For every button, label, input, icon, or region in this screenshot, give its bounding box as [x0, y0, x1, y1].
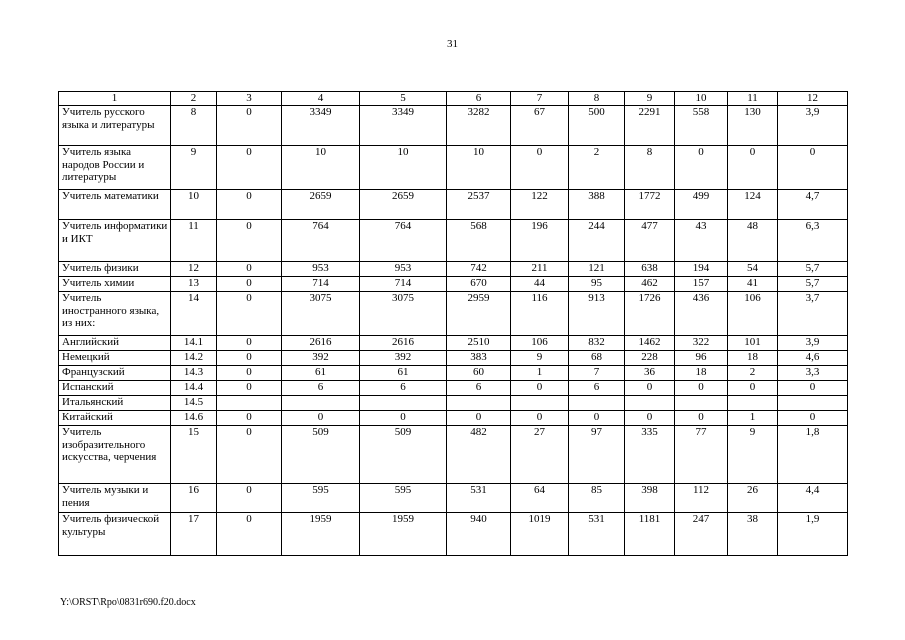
table-cell: 1,8	[778, 426, 848, 484]
table-cell: 1	[728, 411, 778, 426]
table-cell: 3,7	[778, 292, 848, 336]
table-cell: 3282	[447, 106, 511, 146]
row-label: Учитель изобразительного искусства, черчения	[59, 426, 171, 484]
table-cell: 14.2	[171, 351, 217, 366]
row-label: Китайский	[59, 411, 171, 426]
table-cell: 38	[728, 513, 778, 556]
table-cell: 3349	[360, 106, 447, 146]
table-cell: 14.6	[171, 411, 217, 426]
row-label: Учитель химии	[59, 277, 171, 292]
table-cell: 670	[447, 277, 511, 292]
table-cell: 116	[511, 292, 569, 336]
table-cell	[625, 396, 675, 411]
table-row	[59, 190, 848, 220]
table-cell: 61	[360, 366, 447, 381]
table-cell: 509	[282, 426, 360, 484]
table-cell: 101	[728, 336, 778, 351]
table-cell: 0	[675, 146, 728, 190]
table-cell: 6	[282, 381, 360, 396]
table-cell: 157	[675, 277, 728, 292]
table-cell: 0	[625, 381, 675, 396]
table-cell: 0	[217, 484, 282, 513]
table-cell: 392	[360, 351, 447, 366]
table-cell: 568	[447, 220, 511, 262]
table-cell: 0	[625, 411, 675, 426]
table-cell: 383	[447, 351, 511, 366]
table-cell: 77	[675, 426, 728, 484]
table-cell: 54	[728, 262, 778, 277]
table-cell: 595	[360, 484, 447, 513]
table-cell: 0	[675, 381, 728, 396]
table-cell: 15	[171, 426, 217, 484]
table-cell: 531	[569, 513, 625, 556]
table-cell: 0	[511, 146, 569, 190]
table-cell: 9	[728, 426, 778, 484]
data-table	[58, 91, 848, 556]
table-row	[59, 484, 848, 513]
table-cell: 2291	[625, 106, 675, 146]
table-cell: 0	[217, 513, 282, 556]
table-cell: 5,7	[778, 277, 848, 292]
table-cell: 0	[778, 411, 848, 426]
table-cell: 14.4	[171, 381, 217, 396]
table-cell: 940	[447, 513, 511, 556]
table-cell: 462	[625, 277, 675, 292]
table-cell: 2659	[282, 190, 360, 220]
table-cell: 0	[217, 220, 282, 262]
table-row	[59, 220, 848, 262]
table-cell: 3349	[282, 106, 360, 146]
table-cell: 6	[447, 381, 511, 396]
table-cell: 0	[217, 351, 282, 366]
table-cell: 211	[511, 262, 569, 277]
table-cell: 764	[282, 220, 360, 262]
row-label: Испанский	[59, 381, 171, 396]
table-cell: 1462	[625, 336, 675, 351]
table-cell: 112	[675, 484, 728, 513]
table-cell: 499	[675, 190, 728, 220]
table-cell: 5,7	[778, 262, 848, 277]
table-cell: 0	[217, 262, 282, 277]
column-number: 11	[728, 92, 778, 106]
column-number: 9	[625, 92, 675, 106]
column-number: 6	[447, 92, 511, 106]
table-cell: 61	[282, 366, 360, 381]
table-cell: 0	[282, 411, 360, 426]
table-cell: 0	[217, 190, 282, 220]
table-cell: 0	[511, 411, 569, 426]
table-cell: 43	[675, 220, 728, 262]
table-cell: 322	[675, 336, 728, 351]
table-cell: 67	[511, 106, 569, 146]
table-cell: 0	[217, 106, 282, 146]
table-cell: 17	[171, 513, 217, 556]
table-cell	[675, 396, 728, 411]
column-number: 12	[778, 92, 848, 106]
table-cell: 18	[728, 351, 778, 366]
table-cell: 85	[569, 484, 625, 513]
table-cell: 27	[511, 426, 569, 484]
table-cell: 1,9	[778, 513, 848, 556]
table-cell: 0	[217, 277, 282, 292]
column-number: 4	[282, 92, 360, 106]
table-cell: 1959	[282, 513, 360, 556]
table-cell: 0	[217, 366, 282, 381]
table-cell: 64	[511, 484, 569, 513]
row-label: Учитель русского языка и литературы	[59, 106, 171, 146]
column-number: 5	[360, 92, 447, 106]
table-cell: 14.1	[171, 336, 217, 351]
row-label: Английский	[59, 336, 171, 351]
table-cell: 335	[625, 426, 675, 484]
column-number: 1	[59, 92, 171, 106]
table-cell: 742	[447, 262, 511, 277]
table-row	[59, 381, 848, 396]
table-row	[59, 146, 848, 190]
table-cell: 531	[447, 484, 511, 513]
table-cell: 2616	[282, 336, 360, 351]
table-cell: 10	[282, 146, 360, 190]
table-row	[59, 336, 848, 351]
table-cell: 714	[360, 277, 447, 292]
table-cell: 41	[728, 277, 778, 292]
table-cell: 0	[778, 146, 848, 190]
footer-file-path: Y:\ORST\Rpo\0831r690.f20.docx	[60, 597, 196, 608]
table-cell: 2510	[447, 336, 511, 351]
table-row	[59, 366, 848, 381]
table-cell: 14.3	[171, 366, 217, 381]
table-cell: 48	[728, 220, 778, 262]
table-cell: 0	[217, 146, 282, 190]
table-cell: 9	[171, 146, 217, 190]
table-cell: 13	[171, 277, 217, 292]
table-cell: 36	[625, 366, 675, 381]
table-cell: 3,3	[778, 366, 848, 381]
table-cell: 106	[511, 336, 569, 351]
table-cell: 130	[728, 106, 778, 146]
table-cell: 1	[511, 366, 569, 381]
row-label: Немецкий	[59, 351, 171, 366]
table-cell: 558	[675, 106, 728, 146]
table-cell: 194	[675, 262, 728, 277]
row-label: Учитель физической культуры	[59, 513, 171, 556]
table-row	[59, 262, 848, 277]
table-cell: 638	[625, 262, 675, 277]
table-cell: 4,4	[778, 484, 848, 513]
table-cell	[511, 396, 569, 411]
table-cell: 1959	[360, 513, 447, 556]
table-cell: 764	[360, 220, 447, 262]
table-cell: 482	[447, 426, 511, 484]
table-cell: 228	[625, 351, 675, 366]
table-cell: 436	[675, 292, 728, 336]
table-cell: 913	[569, 292, 625, 336]
table-cell: 121	[569, 262, 625, 277]
table-row	[59, 426, 848, 484]
table-cell: 44	[511, 277, 569, 292]
table-cell: 6	[569, 381, 625, 396]
table-cell: 9	[511, 351, 569, 366]
table-cell: 3075	[360, 292, 447, 336]
row-label: Учитель математики	[59, 190, 171, 220]
table-cell: 12	[171, 262, 217, 277]
table-cell: 0	[728, 381, 778, 396]
table-cell: 714	[282, 277, 360, 292]
table-cell: 8	[171, 106, 217, 146]
table-cell: 0	[447, 411, 511, 426]
table-cell: 6,3	[778, 220, 848, 262]
table-cell: 1181	[625, 513, 675, 556]
table-cell: 0	[217, 336, 282, 351]
page-number: 31	[447, 38, 458, 50]
table-cell: 10	[447, 146, 511, 190]
table-cell: 398	[625, 484, 675, 513]
row-label: Учитель физики	[59, 262, 171, 277]
table-cell: 96	[675, 351, 728, 366]
table-cell: 2	[728, 366, 778, 381]
row-label: Учитель музыки и пения	[59, 484, 171, 513]
row-label: Учитель иностранного языка, из них:	[59, 292, 171, 336]
table-cell	[447, 396, 511, 411]
row-label: Итальянский	[59, 396, 171, 411]
table-cell: 2616	[360, 336, 447, 351]
table-cell: 60	[447, 366, 511, 381]
table-row	[59, 292, 848, 336]
table-cell: 244	[569, 220, 625, 262]
table-row	[59, 106, 848, 146]
table-cell: 196	[511, 220, 569, 262]
table-cell: 0	[217, 292, 282, 336]
row-label: Учитель языка народов России и литературы	[59, 146, 171, 190]
row-label: Французский	[59, 366, 171, 381]
table-cell: 0	[675, 411, 728, 426]
table-cell: 2659	[360, 190, 447, 220]
table-cell: 0	[217, 411, 282, 426]
column-number: 3	[217, 92, 282, 106]
table-cell: 124	[728, 190, 778, 220]
table-row	[59, 396, 848, 411]
table-cell: 0	[217, 381, 282, 396]
table-cell: 509	[360, 426, 447, 484]
table-cell: 18	[675, 366, 728, 381]
table-row	[59, 351, 848, 366]
table-cell	[728, 396, 778, 411]
table-cell: 1772	[625, 190, 675, 220]
table-cell: 0	[511, 381, 569, 396]
table-cell: 2	[569, 146, 625, 190]
table-cell: 6	[360, 381, 447, 396]
table-cell: 392	[282, 351, 360, 366]
table-cell: 832	[569, 336, 625, 351]
table-cell: 1019	[511, 513, 569, 556]
column-number: 10	[675, 92, 728, 106]
table-cell: 95	[569, 277, 625, 292]
table-cell: 8	[625, 146, 675, 190]
table-cell: 953	[282, 262, 360, 277]
table-cell	[282, 396, 360, 411]
table-cell: 26	[728, 484, 778, 513]
table-cell: 0	[569, 411, 625, 426]
row-label: Учитель информатики и ИКТ	[59, 220, 171, 262]
table-cell: 477	[625, 220, 675, 262]
table-cell: 7	[569, 366, 625, 381]
table-cell: 68	[569, 351, 625, 366]
column-number: 7	[511, 92, 569, 106]
table-cell	[569, 396, 625, 411]
table-cell: 122	[511, 190, 569, 220]
table-cell: 3075	[282, 292, 360, 336]
table-cell: 2537	[447, 190, 511, 220]
table-cell: 388	[569, 190, 625, 220]
table-cell	[217, 396, 282, 411]
table-cell: 0	[728, 146, 778, 190]
table-cell: 4,7	[778, 190, 848, 220]
table-cell: 953	[360, 262, 447, 277]
table-cell: 10	[360, 146, 447, 190]
column-number: 2	[171, 92, 217, 106]
table-cell: 595	[282, 484, 360, 513]
table-cell: 0	[217, 426, 282, 484]
table-row	[59, 277, 848, 292]
column-number: 8	[569, 92, 625, 106]
table-cell: 3,9	[778, 336, 848, 351]
table-row	[59, 411, 848, 426]
table-cell: 500	[569, 106, 625, 146]
table-cell: 0	[360, 411, 447, 426]
table-cell: 14	[171, 292, 217, 336]
table-cell: 247	[675, 513, 728, 556]
table-cell: 3,9	[778, 106, 848, 146]
table-cell: 106	[728, 292, 778, 336]
table-header-row	[59, 92, 848, 106]
table-cell: 11	[171, 220, 217, 262]
table-cell: 0	[778, 381, 848, 396]
table-cell: 1726	[625, 292, 675, 336]
table-cell: 97	[569, 426, 625, 484]
table-cell	[360, 396, 447, 411]
table-cell: 10	[171, 190, 217, 220]
table-cell: 4,6	[778, 351, 848, 366]
table-cell: 16	[171, 484, 217, 513]
table-cell: 14.5	[171, 396, 217, 411]
table-cell: 2959	[447, 292, 511, 336]
table-cell	[778, 396, 848, 411]
table-row	[59, 513, 848, 556]
